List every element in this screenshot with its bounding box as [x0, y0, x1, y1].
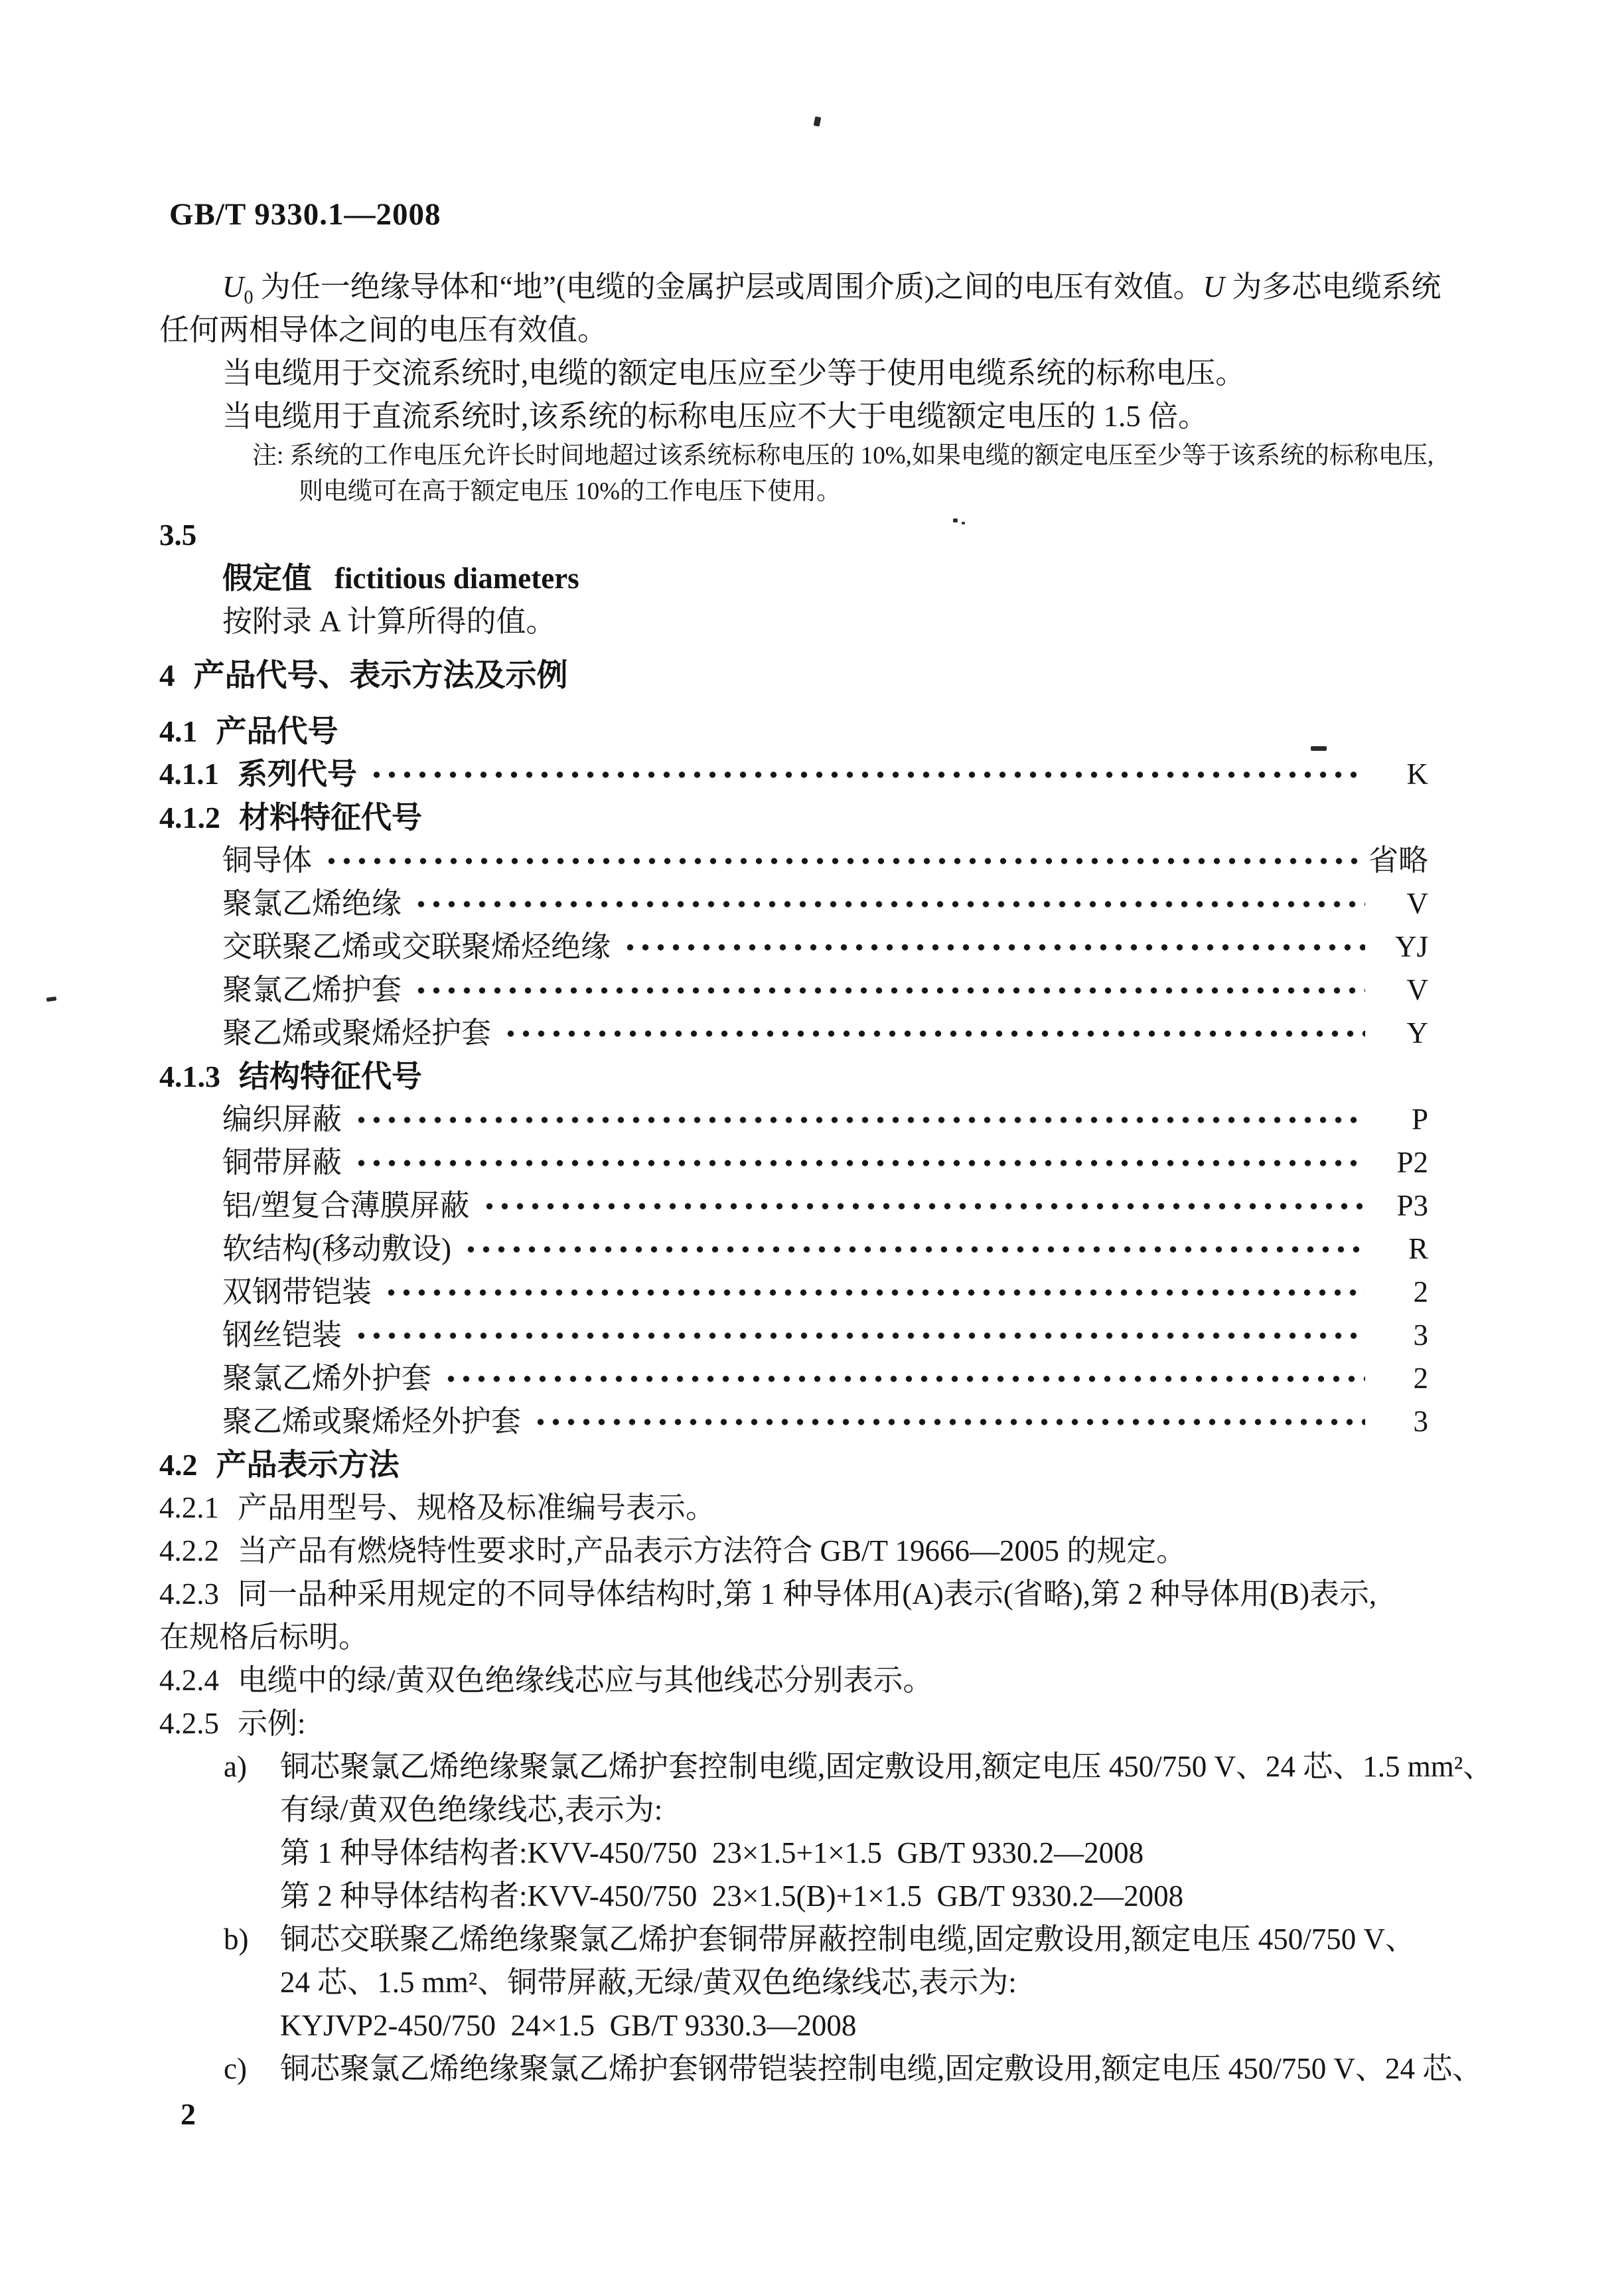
standard-code-header [169, 197, 1624, 232]
clause-4-2-5 [159, 1702, 1468, 1745]
page-number: 2 [181, 2097, 196, 2131]
material-code-row [159, 925, 1468, 969]
code-row-value: Y [1406, 1016, 1428, 1050]
symbol-u0: U [222, 270, 244, 303]
example-b-text-1: 铜芯交联聚乙烯绝缘聚氯乙烯护套铜带屏蔽控制电缆,固定敷设用,额定电压 450/750 V、 [280, 1923, 1416, 1956]
code-row-value: 省略 [1368, 844, 1428, 877]
material-code-row [159, 882, 1468, 925]
dotted-leader [413, 900, 1365, 908]
clause-4-1-1-title: 系列代号 [238, 757, 358, 791]
code-row-value: 3 [1413, 1318, 1428, 1352]
example-c-text-1: 铜芯聚氯乙烯绝缘聚氯乙烯护套钢带铠装控制电缆,固定敷设用,额定电压 450/750 V、24 芯、 [280, 2052, 1483, 2085]
clause-4-2-1-text: 产品用型号、规格及标准编号表示。 [238, 1491, 716, 1524]
clause-4-1-title: 产品代号 [216, 714, 338, 748]
example-c-line-1 [159, 2047, 1483, 2091]
structure-code-row [159, 1357, 1468, 1400]
code-row-label: 铜带屏蔽 [222, 1146, 342, 1179]
code-row-label: 铝/塑复合薄膜屏蔽 [222, 1189, 470, 1222]
clause-4-number: 4 [159, 659, 175, 693]
clause-3-5-definition: 按附录 A 计算所得的值。 [222, 605, 556, 638]
example-a-marker: a) [224, 1750, 247, 1783]
clause-4-2-4 [159, 1659, 1468, 1702]
clause-4-2-3-number: 4.2.3 [159, 1577, 219, 1611]
clause-4-2-heading [159, 1443, 1468, 1486]
scan-speck [1311, 746, 1327, 751]
code-row-value: 2 [1413, 1275, 1428, 1308]
clause-4-2-5-text: 示例: [238, 1707, 306, 1740]
code-row-value: P2 [1396, 1146, 1428, 1179]
code-row-value: P [1411, 1103, 1428, 1136]
code-row-value: P3 [1396, 1189, 1428, 1222]
clause-4-1-number: 4.1 [159, 714, 198, 748]
code-row-label: 软结构(移动敷设) [222, 1232, 451, 1265]
clause-4-2-3 [159, 1573, 1468, 1616]
example-a-line-2: 有绿/黄双色绝缘线芯,表示为: [280, 1793, 663, 1826]
clause-3-5-term [159, 557, 1468, 600]
structure-code-row [159, 1184, 1468, 1227]
clause-4-2-2-text: 当产品有燃烧特性要求时,产品表示方法符合 GB/T 19666—2005 的规定。 [238, 1534, 1187, 1567]
clause-4-2-3-text: 同一品种采用规定的不同导体结构时,第 1 种导体用(A)表示(省略),第 2 种导体用(B)表示, [238, 1577, 1377, 1611]
clause-4-2-5-number: 4.2.5 [159, 1707, 219, 1740]
code-row-value: 2 [1413, 1362, 1428, 1395]
code-row-label: 铜导体 [222, 844, 313, 877]
clause-4-2-2 [159, 1530, 1468, 1573]
clause-4-1-3-title: 结构特征代号 [239, 1060, 422, 1093]
dotted-leader [354, 1159, 1365, 1167]
note-line-2: 则电缆可在高于额定电压 10%的工作电压下使用。 [299, 478, 842, 505]
material-code-row [159, 839, 1468, 882]
dotted-leader [623, 943, 1365, 951]
dotted-leader [324, 857, 1365, 865]
clause-4-1-2-number: 4.1.2 [159, 801, 220, 834]
dotted-leader [413, 987, 1365, 994]
code-row-value: V [1406, 973, 1428, 1006]
code-row-label: 钢丝铠装 [222, 1318, 342, 1352]
dotted-leader [503, 1030, 1365, 1038]
dotted-leader [463, 1245, 1365, 1253]
code-row-label: 双钢带铠装 [222, 1275, 372, 1308]
clause-4-title: 产品代号、表示方法及示例 [193, 659, 568, 693]
intro-line-1-tail: 为多芯电缆系统 [1224, 270, 1441, 303]
example-a-designation-1: 第 1 种导体结构者:KVV-450/750 23×1.5+1×1.5 GB/T 9330.2—2008 [280, 1836, 1144, 1869]
example-a-line-1 [159, 1745, 1493, 1788]
structure-code-row [159, 1400, 1468, 1443]
clause-4-2-3-continuation: 在规格后标明。 [159, 1621, 369, 1654]
clause-4-2-4-text: 电缆中的绿/黄双色绝缘线芯应与其他线芯分别表示。 [238, 1664, 933, 1697]
dotted-leader [369, 771, 1365, 779]
clause-3-5-number: 3.5 [159, 518, 197, 552]
example-b-designation-1: KYJVP2-450/750 24×1.5 GB/T 9330.3—2008 [280, 2009, 857, 2042]
clause-4-heading [159, 653, 1468, 699]
code-row-label: 聚氯乙烯绝缘 [222, 887, 402, 920]
code-row-label: 交联聚乙烯或交联聚烯烃绝缘 [222, 930, 611, 963]
clause-4-1-1-code: K [1406, 757, 1428, 791]
structure-code-row [159, 1227, 1468, 1271]
structure-code-row [159, 1314, 1468, 1357]
clause-4-2-2-number: 4.2.2 [159, 1534, 219, 1567]
clause-4-1-2-title: 材料特征代号 [239, 801, 422, 834]
symbol-u0-subscript: 0 [244, 287, 254, 308]
clause-4-1-heading [159, 710, 1468, 753]
example-a-designation-2: 第 2 种导体结构者:KVV-450/750 23×1.5(B)+1×1.5 GB/T 9330.2—2008 [280, 1879, 1184, 1913]
term-cn: 假定值 [222, 562, 313, 595]
code-row-label: 聚乙烯或聚烯烃护套 [222, 1016, 492, 1050]
intro-line-1 [159, 266, 1468, 309]
page-content [0, 266, 1624, 2091]
clause-4-2-1 [159, 1486, 1468, 1530]
clause-4-1-1-label [159, 753, 357, 796]
intro-line-4: 当电缆用于直流系统时,该系统的标称电压应不大于电缆额定电压的 1.5 倍。 [222, 400, 1209, 433]
example-a-text-1: 铜芯聚氯乙烯绝缘聚氯乙烯护套控制电缆,固定敷设用,额定电压 450/750 V、24 芯、1.5 mm²、 [280, 1750, 1493, 1783]
code-row-label: 聚氯乙烯外护套 [222, 1362, 432, 1395]
clause-4-2-4-number: 4.2.4 [159, 1664, 219, 1697]
intro-line-1-text: 为任一绝缘导体和“地”(电缆的金属护层或周围介质)之间的电压有效值。 [253, 270, 1203, 303]
term-en: fictitious diameters [334, 562, 579, 595]
structure-code-row [159, 1271, 1468, 1314]
code-row-value: V [1406, 887, 1428, 920]
dotted-leader [533, 1418, 1365, 1426]
example-b-marker: b) [224, 1923, 249, 1956]
material-code-row [159, 1012, 1468, 1055]
structure-code-row [159, 1098, 1468, 1141]
clause-4-2-title: 产品表示方法 [216, 1448, 400, 1482]
code-row-value: R [1408, 1232, 1428, 1265]
clause-4-1-1-number: 4.1.1 [159, 757, 219, 791]
structure-code-row [159, 1141, 1468, 1184]
example-c-marker: c) [224, 2052, 247, 2085]
code-row-value: 3 [1413, 1405, 1428, 1438]
clause-4-1-3-heading [159, 1055, 1468, 1098]
scan-speck [814, 116, 822, 127]
example-b-line-1 [159, 1918, 1468, 1961]
material-code-row [159, 969, 1468, 1012]
clause-4-1-1-row [159, 753, 1468, 796]
clause-4-2-number: 4.2 [159, 1448, 198, 1482]
dotted-leader [482, 1202, 1365, 1210]
example-b-line-2: 24 芯、1.5 mm²、铜带屏蔽,无绿/黄双色绝缘线芯,表示为: [280, 1966, 1017, 1999]
standard-code: GB/T 9330.1—2008 [169, 197, 441, 232]
code-row-label: 编织屏蔽 [222, 1103, 342, 1136]
scan-speck [953, 518, 958, 522]
clause-4-1-2-heading [159, 796, 1468, 839]
dotted-leader [354, 1332, 1365, 1340]
code-row-value: YJ [1394, 930, 1428, 963]
dotted-leader [384, 1289, 1365, 1297]
code-row-label: 聚乙烯或聚烯烃外护套 [222, 1405, 522, 1438]
intro-line-3: 当电缆用于交流系统时,电缆的额定电压应至少等于使用电缆系统的标称电压。 [222, 356, 1246, 390]
dotted-leader [443, 1375, 1365, 1383]
clause-4-1-3-number: 4.1.3 [159, 1060, 220, 1093]
dotted-leader [354, 1116, 1365, 1124]
note-line-1: 注: 系统的工作电压允许长时间地超过该系统标称电压的 10%,如果电缆的额定电压至少等于该系统的标称电压, [252, 442, 1434, 469]
symbol-u: U [1203, 270, 1225, 303]
clause-4-2-1-number: 4.2.1 [159, 1491, 219, 1524]
intro-line-2: 任何两相导体之间的电压有效值。 [159, 313, 608, 347]
code-row-label: 聚氯乙烯护套 [222, 973, 402, 1006]
